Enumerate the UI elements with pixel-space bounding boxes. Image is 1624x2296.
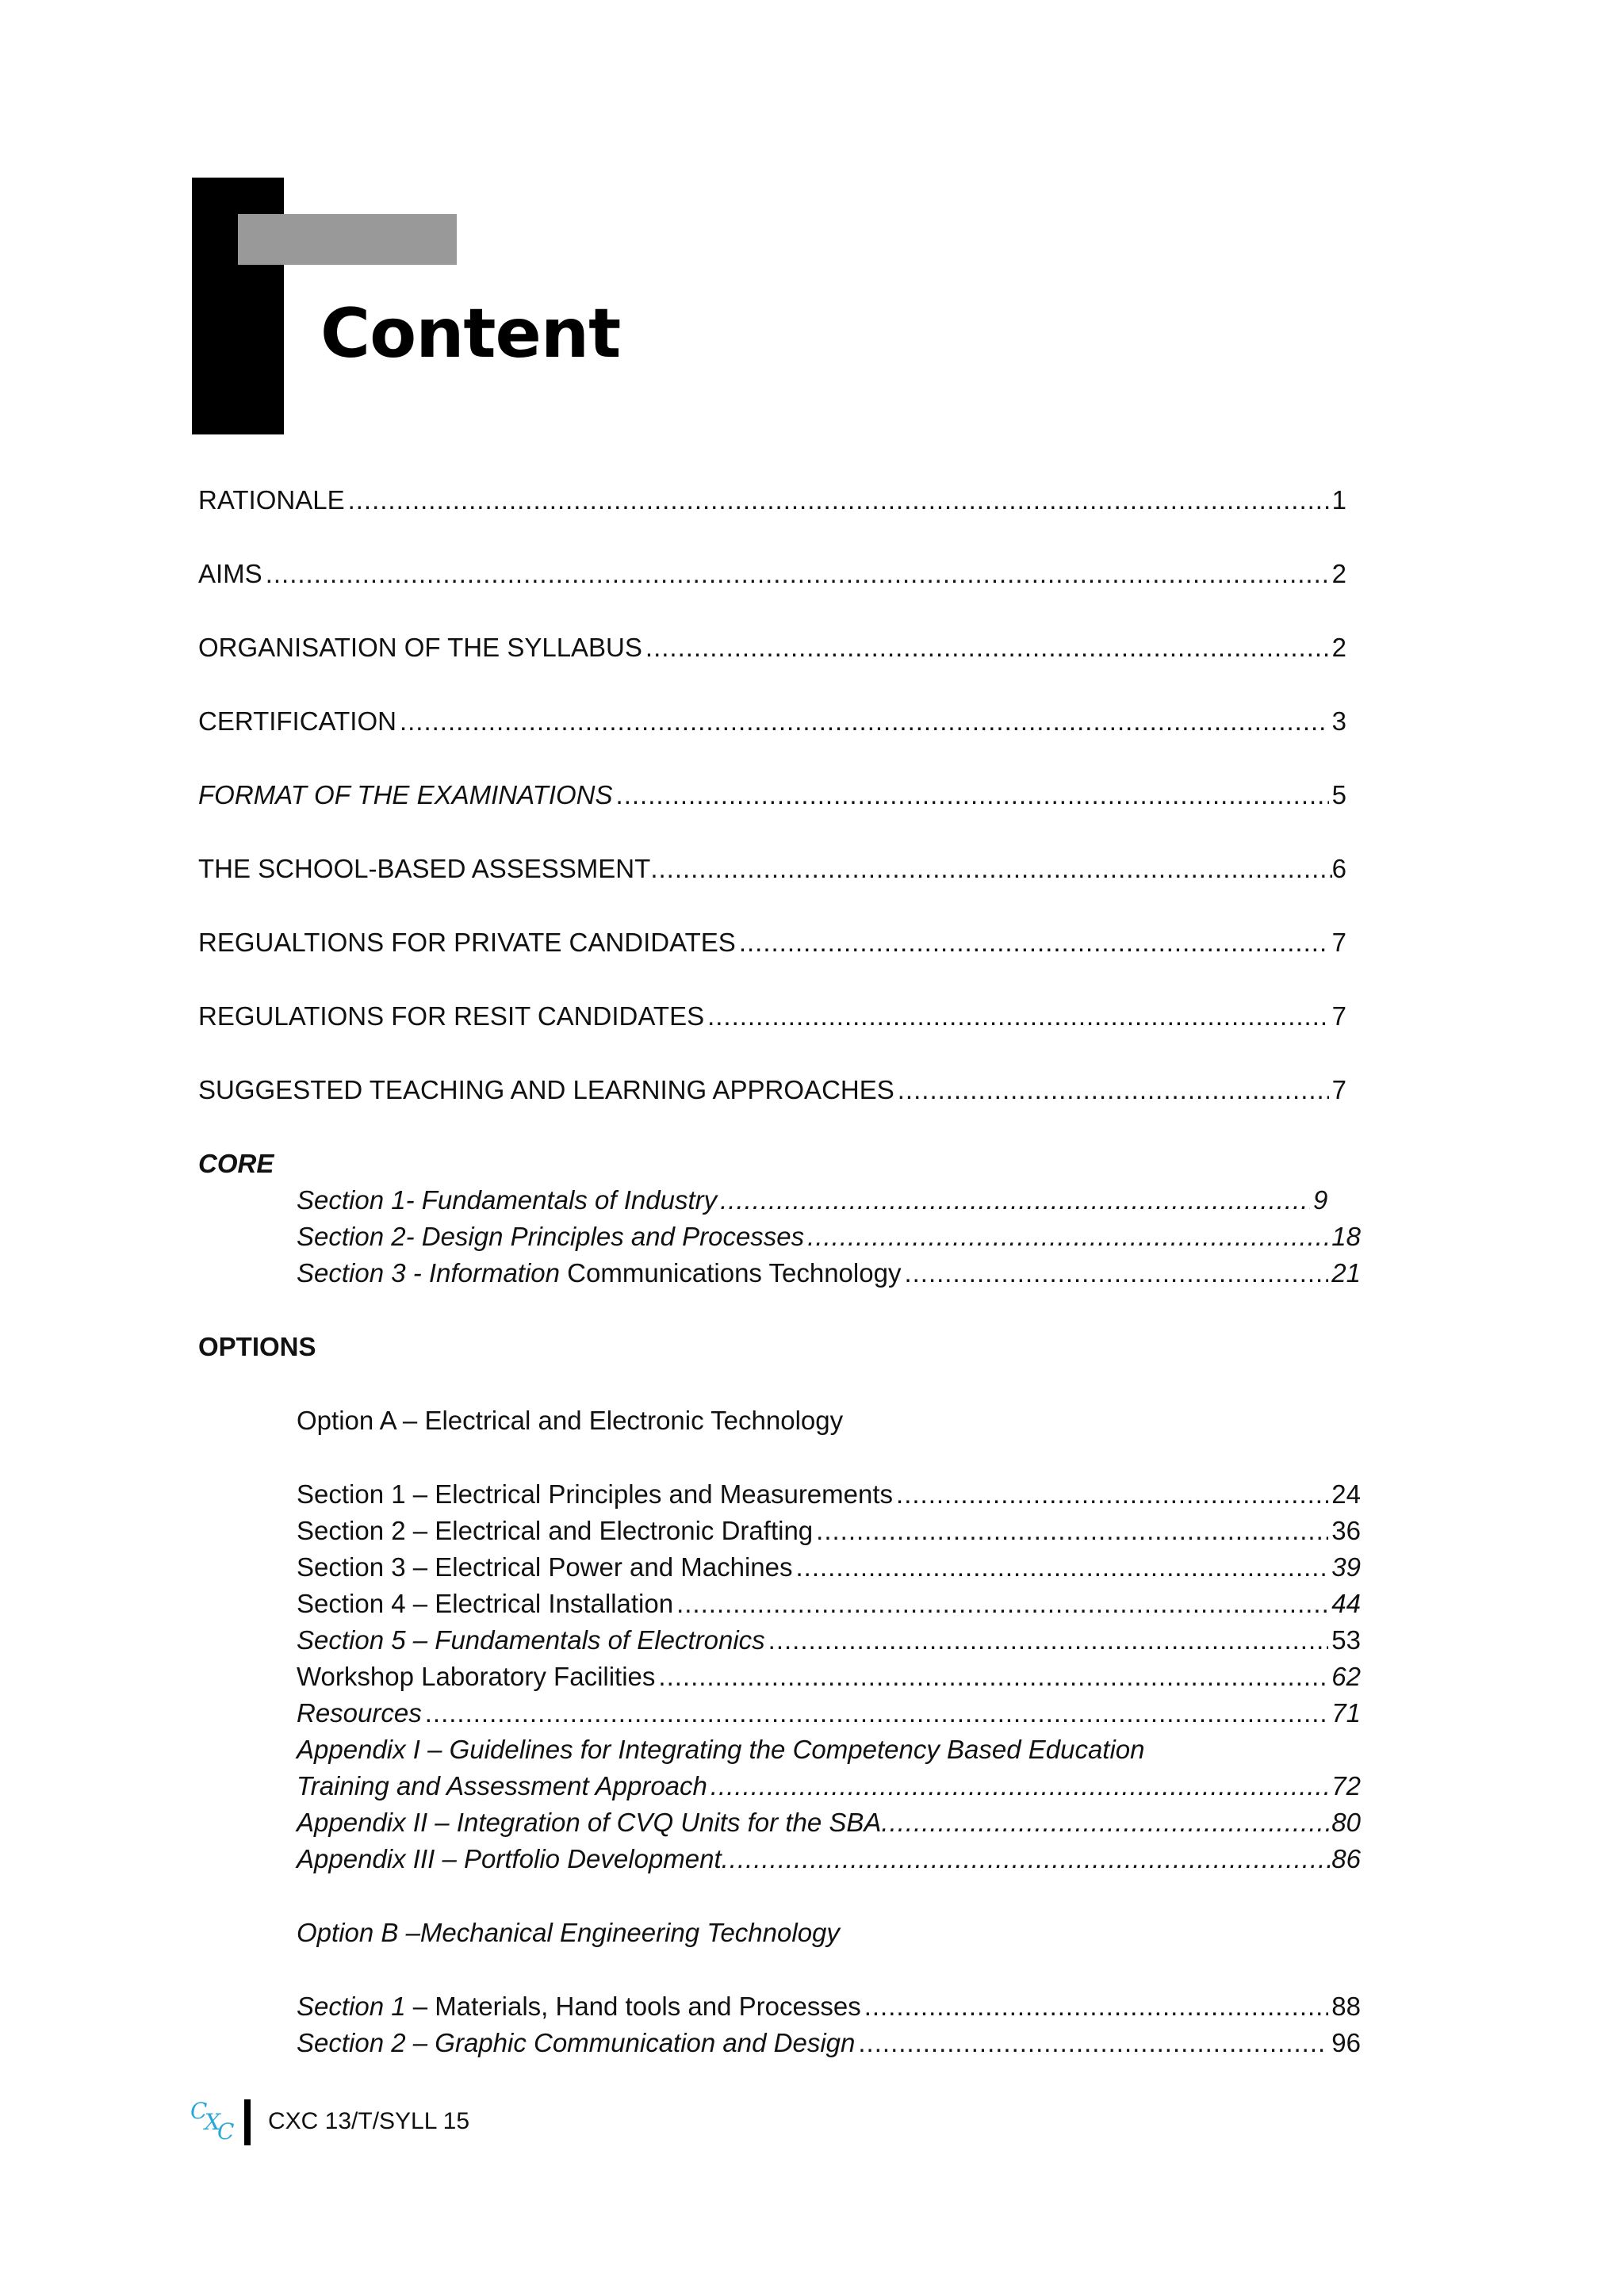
- toc-leader: [898, 1072, 1329, 1108]
- toc-entry-resit-candidates[interactable]: [198, 998, 1346, 1035]
- toc-label: Section 2- Design Principles and Processes: [297, 1222, 805, 1251]
- toc-label: THE SCHOOL-BASED ASSESSMENT: [198, 854, 651, 883]
- toc-entry-core-section-3[interactable]: [297, 1255, 1361, 1292]
- toc-leader: [739, 924, 1329, 961]
- toc-page: 80: [1331, 1808, 1361, 1837]
- toc-page: 62: [1331, 1662, 1361, 1691]
- toc-label: RATIONALE: [198, 485, 345, 515]
- toc-leader: [676, 1586, 1328, 1622]
- toc-label: Section 2 – Electrical and Electronic Drafting: [297, 1516, 814, 1545]
- toc-page: 53: [1331, 1625, 1361, 1655]
- toc-entry-workshop-facilities[interactable]: [297, 1659, 1361, 1695]
- toc-label: SUGGESTED TEACHING AND LEARNING APPROACHES: [198, 1075, 894, 1104]
- header-gray-bar: [238, 214, 457, 265]
- toc-page: 96: [1331, 2028, 1361, 2057]
- toc-page: 6: [1331, 854, 1346, 883]
- toc-page: 7: [1331, 928, 1346, 957]
- toc-leader: [710, 1768, 1328, 1804]
- toc-label: Training and Assessment Approach: [297, 1771, 707, 1800]
- toc-entry-appendix-1[interactable]: [297, 1768, 1361, 1804]
- toc-entry-aims[interactable]: [198, 556, 1346, 592]
- toc-label: [297, 1255, 901, 1292]
- toc-label-plain: Communications Technology: [560, 1258, 902, 1288]
- toc-leader: [425, 1695, 1329, 1732]
- core-heading: CORE: [198, 1149, 274, 1178]
- toc-page: 7: [1331, 1075, 1346, 1104]
- toc-entry-option-a-section-3[interactable]: [297, 1549, 1361, 1586]
- toc-entry-option-a-section-1[interactable]: [297, 1476, 1361, 1513]
- toc-leader: [896, 1476, 1328, 1513]
- toc-entry-appendix-3[interactable]: [297, 1841, 1361, 1877]
- option-b-title: Option B –Mechanical Engineering Technology: [297, 1918, 840, 1947]
- toc-leader: [658, 1659, 1328, 1695]
- toc-label: Section 3 – Electrical Power and Machines: [297, 1552, 793, 1582]
- toc-label: Section 4 – Electrical Installation: [297, 1589, 674, 1618]
- toc-entry-organisation[interactable]: [198, 629, 1346, 666]
- toc-page: 21: [1331, 1258, 1361, 1288]
- toc-entry-private-candidates[interactable]: [198, 924, 1346, 961]
- toc-entry-teaching-approaches[interactable]: [198, 1072, 1346, 1108]
- toc-leader: [400, 703, 1329, 740]
- toc-entry-certification[interactable]: [198, 703, 1346, 740]
- toc-leader: [266, 556, 1329, 592]
- toc-page: 36: [1331, 1516, 1361, 1545]
- logo-text: CXC: [190, 2098, 235, 2142]
- toc-entry-resources[interactable]: [297, 1695, 1361, 1732]
- toc-leader: [768, 1622, 1329, 1659]
- toc-entry-format[interactable]: [198, 777, 1346, 813]
- toc-label: REGUALTIONS FOR PRIVATE CANDIDATES: [198, 928, 736, 957]
- toc-entry-appendix-2[interactable]: [297, 1804, 1361, 1841]
- toc-label: Resources: [297, 1698, 422, 1728]
- toc-entry-option-a-section-5[interactable]: [297, 1622, 1361, 1659]
- toc-leader: [858, 2025, 1328, 2061]
- toc-page: 72: [1331, 1771, 1361, 1800]
- page-title: Content: [320, 294, 621, 373]
- appendix-1-title-line: Appendix I – Guidelines for Integrating the Competency Based Education: [297, 1735, 1145, 1764]
- cxc-logo-icon: [190, 2098, 239, 2142]
- toc-entry-option-b-section-1[interactable]: [297, 1988, 1361, 2025]
- toc-leader: [645, 629, 1329, 666]
- toc-leader: [864, 1988, 1329, 2025]
- toc-leader: [720, 1182, 1310, 1219]
- option-a-title: Option A – Electrical and Electronic Technology: [297, 1406, 844, 1435]
- toc-entry-option-b-section-2[interactable]: [297, 2025, 1361, 2061]
- toc-page: 18: [1331, 1222, 1361, 1251]
- toc-entry-rationale[interactable]: [198, 482, 1346, 519]
- toc-page: 5: [1331, 780, 1346, 809]
- toc-page: 9: [1313, 1185, 1328, 1215]
- toc-label: Section 1 – Electrical Principles and Measurements: [297, 1479, 894, 1509]
- toc-entry-core-section-2[interactable]: [297, 1219, 1361, 1255]
- toc-page: 1: [1331, 485, 1346, 515]
- toc-label: CERTIFICATION: [198, 706, 396, 736]
- toc-leader: [616, 777, 1329, 813]
- toc-leader: [807, 1219, 1328, 1255]
- toc-label: Workshop Laboratory Facilities: [297, 1662, 656, 1691]
- toc-label: Section 1- Fundamentals of Industry: [297, 1185, 718, 1215]
- toc-leader: [348, 482, 1329, 519]
- toc-leader: [796, 1549, 1329, 1586]
- toc-page: 39: [1331, 1552, 1361, 1582]
- toc-leader: [816, 1513, 1328, 1549]
- toc-entry-option-a-section-4[interactable]: [297, 1586, 1361, 1622]
- toc-page: 44: [1331, 1589, 1361, 1618]
- toc-page: 7: [1331, 1001, 1346, 1031]
- toc-page: 24: [1331, 1479, 1361, 1509]
- toc-page: 2: [1331, 633, 1346, 662]
- toc-label: Section 5 – Fundamentals of Electronics: [297, 1625, 765, 1655]
- toc-page: 71: [1331, 1698, 1361, 1728]
- toc-label: REGULATIONS FOR RESIT CANDIDATES: [198, 1001, 705, 1031]
- toc-page: 88: [1331, 1992, 1361, 2021]
- toc-leader: [722, 1841, 1332, 1877]
- toc-page: 3: [1331, 706, 1346, 736]
- toc-label: AIMS: [198, 559, 262, 588]
- toc-label: Section 2 – Graphic Communication and Design: [297, 2028, 856, 2057]
- toc-entry-core-section-1[interactable]: [297, 1182, 1346, 1219]
- toc-leader: [650, 851, 1331, 887]
- toc-label: ORGANISATION OF THE SYLLABUS: [198, 633, 642, 662]
- toc-label: Appendix II – Integration of CVQ Units for the SBA: [297, 1808, 882, 1837]
- toc-label-plain: – Materials, Hand tools and Processes: [405, 1992, 861, 2021]
- toc-label: Appendix III – Portfolio Development: [297, 1844, 722, 1873]
- toc-label-italic: Section 1: [297, 1992, 406, 2021]
- toc-entry-sba[interactable]: [198, 851, 1346, 887]
- footer-divider: [244, 2099, 251, 2145]
- toc-entry-option-a-section-2[interactable]: [297, 1513, 1361, 1549]
- toc-label: FORMAT OF THE EXAMINATIONS: [198, 780, 613, 809]
- toc-leader: [707, 998, 1329, 1035]
- toc-leader: [881, 1804, 1331, 1841]
- options-heading: OPTIONS: [198, 1332, 316, 1361]
- document-code: CXC 13/T/SYLL 15: [268, 2108, 470, 2134]
- toc-page: 2: [1331, 559, 1346, 588]
- toc-label: [297, 1988, 861, 2025]
- toc-label-italic: Section 3 - Information: [297, 1258, 560, 1288]
- toc-leader: [904, 1255, 1328, 1292]
- toc-page: 86: [1331, 1844, 1361, 1873]
